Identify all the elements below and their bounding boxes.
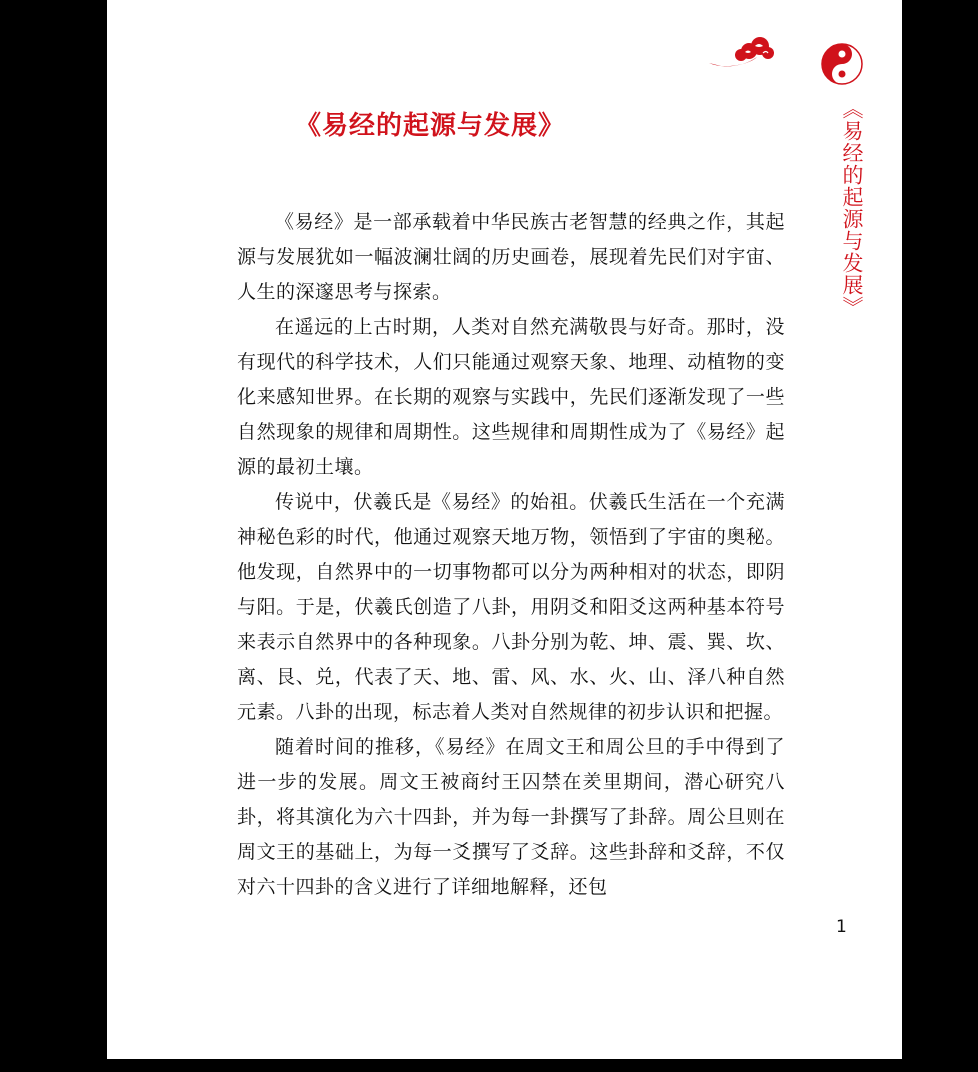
paragraph: 《易经》是一部承载着中华民族古老智慧的经典之作，其起源与发展犹如一幅波澜壮阔的历史画卷，展现着先民们对宇宙、人生的深邃思考与探索。 [237, 211, 785, 303]
chapter-title: 《易经的起源与发展》 [294, 111, 565, 141]
chapter-body [237, 205, 785, 905]
paragraph: 传说中，伏羲氏是《易经》的始祖。伏羲氏生活在一个充满神秘色彩的时代，他通过观察天地万物，领悟到了宇宙的奥秘。他发现，自然界中的一切事物都可以分为两种相对的状态，即阴与阳。于是，伏羲氏创造了八卦，用阴爻和阳爻这两种基本符号来表示自然界中的各种现象。八卦分别为乾、坤、震、巽、坎、离、艮、兑，代表了天、地、雷、风、水、火、山、泽八种自然元素。八卦的出现，标志着人类对自然规律的初步认识和把握。 [237, 491, 785, 723]
auspicious-cloud-icon [705, 33, 775, 71]
yin-yang-icon [821, 43, 863, 85]
page-number: 1 [836, 917, 847, 937]
paragraph: 在遥远的上古时期，人类对自然充满敬畏与好奇。那时，没有现代的科学技术，人们只能通过观察天象、地理、动植物的变化来感知世界。在长期的观察与实践中，先民们逐渐发现了一些自然现象的规律和周期性。这些规律和周期性成为了《易经》起源的最初土壤。 [237, 316, 785, 478]
book-page [107, 0, 902, 1059]
paragraph: 随着时间的推移，《易经》在周文王和周公旦的手中得到了进一步的发展。周文王被商纣王囚禁在羑里期间，潜心研究八卦，将其演化为六十四卦，并为每一卦撰写了卦辞。周公旦则在周文王的基础上，为每一爻撰写了爻辞。这些卦辞和爻辞，不仅对六十四卦的含义进行了详细地解释，还包 [237, 736, 785, 898]
running-head-vertical: 《易经的起源与发展》 [840, 98, 864, 318]
